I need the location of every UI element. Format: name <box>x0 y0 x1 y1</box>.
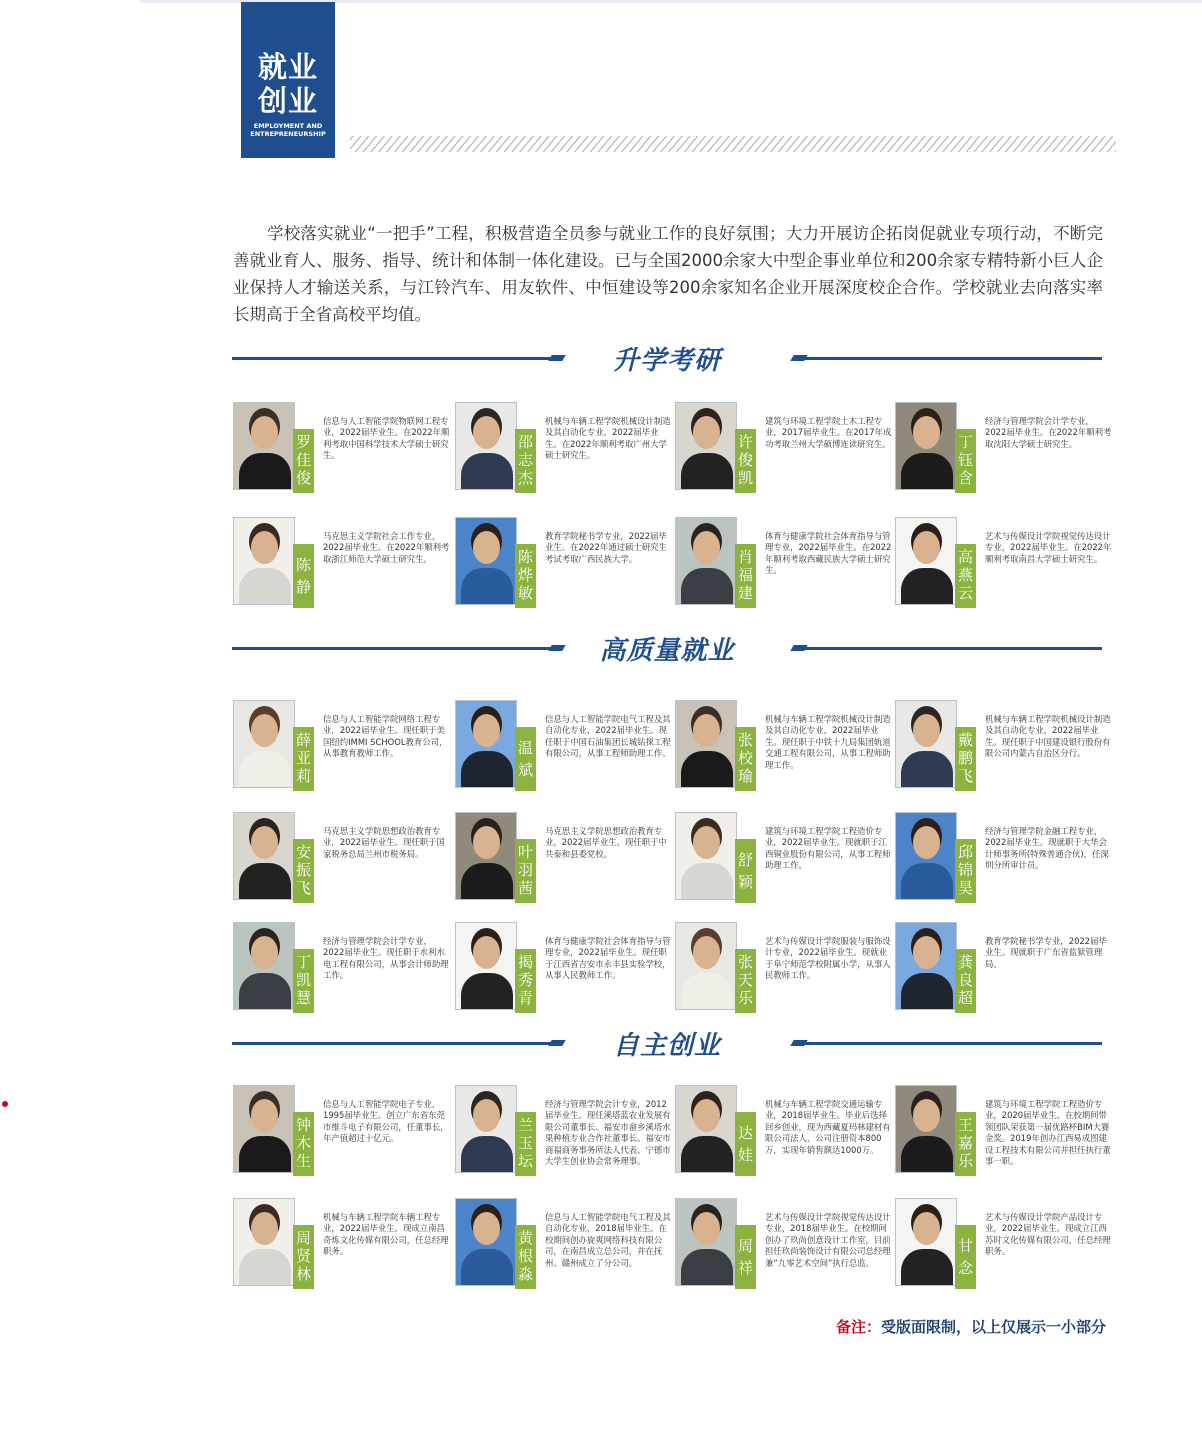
section-title-1 <box>232 340 1102 380</box>
photo-head <box>473 826 500 859</box>
name-char: 薛 <box>295 731 311 749</box>
profile-card <box>233 402 453 492</box>
hatch-divider <box>350 136 1116 152</box>
profile-description: 信息与人工智能学院物联网工程专业，2022届毕业生。在2022年顺利考取中国科学技术大学硕士研究生。 <box>323 416 450 461</box>
name-char: 周 <box>295 1229 311 1247</box>
photo-body <box>681 453 733 490</box>
portrait-photo <box>233 700 295 788</box>
photo-body <box>461 973 513 1010</box>
photo-head <box>693 936 720 969</box>
portrait-photo <box>895 700 957 788</box>
photo-head <box>473 714 500 747</box>
photo-body <box>901 1249 953 1286</box>
name-bar <box>735 1112 756 1176</box>
name-char: 嘉 <box>957 1134 973 1152</box>
profile-description: 机械与车辆工程学院机械设计制造及其自动化专业，2022届毕业生。现任职于中国建设银行股份有限公司内蒙古自治区分行。 <box>985 714 1111 759</box>
name-char: 贤 <box>295 1247 311 1265</box>
name-char: 温 <box>517 739 533 757</box>
name-char: 念 <box>957 1259 973 1277</box>
profile-description: 体育与健康学院社会体育指导与管理专业，2022届毕业生。在2022年顺利考取西藏民族大学硕士研究生。 <box>765 531 892 576</box>
profile-card <box>675 402 895 492</box>
photo-body <box>461 1249 513 1286</box>
photo-body <box>681 751 733 788</box>
portrait-photo <box>233 1085 295 1173</box>
profile-description: 建筑与环境工程学院土木工程专业，2017届毕业生。在2017年成功考取兰州大学硕博连读研究生。 <box>765 416 892 449</box>
photo-head <box>693 826 720 859</box>
section-title-text: 升学考研 <box>612 346 721 376</box>
portrait-photo <box>455 812 517 900</box>
portrait-photo <box>233 922 295 1010</box>
photo-body <box>239 1136 291 1173</box>
portrait-photo <box>455 517 517 605</box>
portrait-photo <box>455 402 517 490</box>
name-char: 肖 <box>737 548 753 566</box>
photo-head <box>693 416 720 449</box>
photo-body <box>901 453 953 490</box>
name-bar <box>735 949 756 1013</box>
section-title-2 <box>232 630 1102 670</box>
photo-head <box>693 1099 720 1132</box>
photo-body <box>901 863 953 900</box>
name-char: 坛 <box>517 1152 533 1170</box>
profile-description: 马克思主义学院思想政治教育专业，2022届毕业生。现任职于国家税务总局兰州市税务局。 <box>323 826 445 859</box>
name-char: 燕 <box>957 566 973 584</box>
name-char: 钰 <box>957 451 973 469</box>
name-char: 羽 <box>517 861 533 879</box>
profile-card <box>455 812 675 902</box>
photo-head <box>473 416 500 449</box>
photo-body <box>901 973 953 1010</box>
photo-head <box>693 714 720 747</box>
profile-description: 经济与管理学院会计学专业，2022届毕业生。现任职于水利水电工程有限公司，从事会计师助理工作。 <box>323 936 449 981</box>
name-char: 陈 <box>295 556 311 574</box>
photo-head <box>913 1099 940 1132</box>
name-char: 俊 <box>737 451 753 469</box>
name-char: 鹏 <box>957 749 973 767</box>
name-bar <box>515 839 536 903</box>
name-char: 杰 <box>517 469 533 487</box>
section-title-3 <box>232 1025 1102 1065</box>
profile-description: 机械与车辆工程学院机械设计制造及其自动化专业，2022届毕业生。在2022年顺利考取广州大学硕士研究生。 <box>545 416 671 461</box>
badge-subtitle <box>241 122 335 138</box>
name-char: 揭 <box>517 953 533 971</box>
profile-card <box>455 517 675 607</box>
name-bar <box>515 429 536 493</box>
name-char: 志 <box>517 451 533 469</box>
profile-description: 马克思主义学院社会工作专业，2022届毕业生。在2022年顺利考取浙江师范大学硕士研究生。 <box>323 531 450 564</box>
portrait-photo <box>675 1085 737 1173</box>
profile-card <box>675 812 895 902</box>
photo-head <box>251 1099 278 1132</box>
portrait-photo <box>233 402 295 490</box>
portrait-photo <box>233 517 295 605</box>
profile-card <box>675 1198 895 1288</box>
red-dot-marker <box>2 1101 8 1107</box>
name-char: 张 <box>737 731 753 749</box>
name-char: 俊 <box>295 469 311 487</box>
photo-head <box>913 826 940 859</box>
name-bar <box>515 1225 536 1289</box>
photo-body <box>239 1249 291 1286</box>
name-bar <box>735 839 756 903</box>
profile-card <box>675 700 895 790</box>
profile-card <box>675 922 895 1012</box>
photo-head <box>251 416 278 449</box>
name-char: 良 <box>957 971 973 989</box>
photo-body <box>461 453 513 490</box>
profile-description: 经济与管理学院金融工程专业，2022届毕业生。现就职于大华会计师事务所(特殊普通合伙)，任深圳分所审计员。 <box>985 826 1109 871</box>
photo-body <box>239 568 291 605</box>
name-char: 罗 <box>295 433 311 451</box>
badge-title-line1: 就业 <box>257 50 318 84</box>
photo-body <box>239 973 291 1010</box>
name-char: 林 <box>295 1265 311 1283</box>
photo-head <box>473 1099 500 1132</box>
photo-body <box>461 568 513 605</box>
name-char: 天 <box>737 971 753 989</box>
name-char: 叶 <box>517 843 533 861</box>
name-char: 丁 <box>295 953 311 971</box>
portrait-photo <box>675 1198 737 1286</box>
profile-card <box>455 402 675 492</box>
name-char: 玉 <box>517 1134 533 1152</box>
profile-description: 艺术与传媒设计学院产品设计专业，2022届毕业生。现成立江西苏时文化传媒有限公司，任总经理职务。 <box>985 1212 1111 1257</box>
portrait-photo <box>233 812 295 900</box>
photo-body <box>681 973 733 1010</box>
name-char: 根 <box>517 1247 533 1265</box>
name-char: 乐 <box>957 1152 973 1170</box>
profile-description: 教育学院秘书学专业，2022届毕业生。现就职于广东省监狱管理局。 <box>985 936 1107 969</box>
profile-description: 信息与人工智能学院网络工程专业，2022届毕业生。现任职于美国纽约IMMI SCHOOL教育公司，从事教育教师工作。 <box>323 714 448 759</box>
portrait-photo <box>455 1198 517 1286</box>
name-bar <box>293 1225 314 1289</box>
name-char: 颖 <box>737 873 753 891</box>
photo-head <box>473 936 500 969</box>
profile-description: 艺术与传媒设计学院视觉传达设计专业，2018届毕业生。在校期间创办了玖尚创意设计工作室，目前担任玖尚装饰设计有限公司总经理兼“九零艺术空间”执行总监。 <box>765 1212 891 1268</box>
name-bar <box>293 429 314 493</box>
name-char: 钟 <box>295 1116 311 1134</box>
profile-card <box>895 1198 1115 1288</box>
portrait-photo <box>455 922 517 1010</box>
photo-head <box>913 531 940 564</box>
name-char: 黄 <box>517 1229 533 1247</box>
name-char: 茜 <box>517 879 533 897</box>
name-bar <box>515 727 536 791</box>
profile-card <box>455 1198 675 1288</box>
name-char: 飞 <box>295 879 311 897</box>
profile-description: 机械与车辆工程学院交通运输专业，2018届毕业生。毕业后选择回乡创业，现为西藏夏玛林建材有限公司法人，公司注册资本800万，实现年销售额达1000万。 <box>765 1099 891 1155</box>
profile-description: 教育学院秘书学专业，2022届毕业生。在2022年通过硕士研究生考试考取广西民族大学。 <box>545 531 667 564</box>
name-char: 达 <box>737 1124 753 1142</box>
name-char: 邱 <box>957 843 973 861</box>
name-bar <box>735 727 756 791</box>
photo-body <box>239 751 291 788</box>
name-char: 龚 <box>957 953 973 971</box>
photo-head <box>473 1212 500 1245</box>
portrait-photo <box>895 402 957 490</box>
photo-head <box>251 826 278 859</box>
profile-description: 经济与管理学院会计学专业，2022届毕业生。在2022年顺利考取沈阳大学硕士研究生。 <box>985 416 1112 449</box>
photo-head <box>913 714 940 747</box>
portrait-photo <box>233 1198 295 1286</box>
photo-body <box>461 863 513 900</box>
portrait-photo <box>895 1198 957 1286</box>
profile-card <box>455 1085 675 1175</box>
portrait-photo <box>675 517 737 605</box>
name-char: 安 <box>295 843 311 861</box>
name-char: 福 <box>737 566 753 584</box>
photo-body <box>461 1136 513 1173</box>
photo-head <box>251 531 278 564</box>
name-char: 陈 <box>517 548 533 566</box>
portrait-photo <box>455 1085 517 1173</box>
name-bar <box>955 1225 976 1289</box>
name-char: 祥 <box>737 1259 753 1277</box>
name-char: 凯 <box>295 971 311 989</box>
profile-description: 建筑与环境工程学院工程造价专业，2020届毕业生。在校期间带领团队荣获第一届优路杯BIM大赛金奖。2019年创办江西易成图建设工程技术有限公司并担任执行董事一职。 <box>985 1099 1111 1167</box>
portrait-photo <box>675 402 737 490</box>
name-bar <box>955 727 976 791</box>
name-char: 邵 <box>517 433 533 451</box>
name-char: 凯 <box>737 469 753 487</box>
profile-description: 体育与健康学院社会体育指导与管理专业，2022届毕业生。现任职于江西省吉安市永丰县实验学校，从事人民教师工作。 <box>545 936 671 981</box>
section-title-text: 自主创业 <box>612 1031 721 1061</box>
photo-head <box>251 714 278 747</box>
footnote <box>836 1316 1106 1337</box>
photo-head <box>693 531 720 564</box>
photo-body <box>681 863 733 900</box>
name-char: 慧 <box>295 989 311 1007</box>
profile-card <box>233 700 453 790</box>
name-char: 静 <box>295 578 311 596</box>
photo-body <box>901 1136 953 1173</box>
photo-head <box>693 1212 720 1245</box>
profile-description: 经济与管理学院会计专业，2012届毕业生。现任溪塔蓝农业发展有限公司董事长、福安市畲乡溪塔水果种植专业合作社董事长、福安市商福商务事务所法人代表、宁德市大学生创业协会常务理事。 <box>545 1099 671 1167</box>
profile-card <box>895 1085 1115 1175</box>
profile-card <box>895 402 1115 492</box>
profile-description: 建筑与环境工程学院工程造价专业，2022届毕业生。现就职于江西铜业股份有限公司，从事工程师助理工作。 <box>765 826 891 871</box>
profile-card <box>455 922 675 1012</box>
name-char: 乐 <box>737 989 753 1007</box>
name-bar <box>293 727 314 791</box>
name-char: 超 <box>957 989 973 1007</box>
profile-description: 马克思主义学院思想政治教育专业，2022届毕业生。现任职于中共泰和县委党校。 <box>545 826 667 859</box>
name-bar <box>955 1112 976 1176</box>
name-char: 振 <box>295 861 311 879</box>
name-char: 木 <box>295 1134 311 1152</box>
photo-body <box>239 453 291 490</box>
footnote-label: 备注： <box>835 1318 881 1336</box>
profile-description: 信息与人工智能学院电气工程及其自动化专业，2018届毕业生。在校期间创办旋爽网络科技有限公司，在南昌成立总公司，并在抚州、赣州成立了分公司。 <box>545 1212 671 1268</box>
name-bar <box>955 429 976 493</box>
name-char: 甘 <box>957 1237 973 1255</box>
photo-head <box>473 531 500 564</box>
name-char: 娃 <box>737 1146 753 1164</box>
name-char: 佳 <box>295 451 311 469</box>
name-bar <box>955 839 976 903</box>
profile-description: 信息与人工智能学院电子专业，1995届毕业生。创立广东省东莞市维斗电子有限公司，任董事长，年产值超过十亿元。 <box>323 1099 449 1144</box>
profile-card <box>233 1085 453 1175</box>
name-char: 戴 <box>957 731 973 749</box>
name-char: 王 <box>957 1116 973 1134</box>
portrait-photo <box>675 700 737 788</box>
photo-head <box>913 416 940 449</box>
profile-description: 信息与人工智能学院电气工程及其自动化专业，2022届毕业生。现任职于中国石油集团长城钻探工程有限公司，从事工程师助理工作。 <box>545 714 671 759</box>
profile-card <box>233 812 453 902</box>
profile-card <box>233 922 453 1012</box>
photo-head <box>913 936 940 969</box>
profile-card <box>455 700 675 790</box>
photo-head <box>251 936 278 969</box>
section-title-text: 高质量就业 <box>599 636 735 666</box>
photo-body <box>681 1249 733 1286</box>
name-bar <box>735 429 756 493</box>
name-char: 含 <box>957 469 973 487</box>
footnote-text: 受版面限制，以上仅展示一小部分 <box>880 1318 1106 1336</box>
name-bar <box>293 839 314 903</box>
portrait-photo <box>675 812 737 900</box>
profile-card <box>895 812 1115 902</box>
name-bar <box>515 949 536 1013</box>
name-bar <box>293 1112 314 1176</box>
portrait-photo <box>895 517 957 605</box>
profile-description: 艺术与传媒设计学院服装与服饰设计专业，2022届毕业生。现就业于阜宁师范学校附属小学，从事人民教师工作。 <box>765 936 891 981</box>
name-bar <box>293 949 314 1013</box>
profile-card <box>675 517 895 607</box>
profile-description: 机械与车辆工程学院车辆工程专业，2022届毕业生。现成立南昌奇炼文化传媒有限公司，任总经理职务。 <box>323 1212 449 1257</box>
name-char: 斌 <box>517 761 533 779</box>
portrait-photo <box>895 922 957 1010</box>
name-char: 昊 <box>957 879 973 897</box>
profile-card <box>895 700 1115 790</box>
name-char: 张 <box>737 953 753 971</box>
name-bar <box>515 544 536 608</box>
name-char: 飞 <box>957 767 973 785</box>
name-bar <box>735 1225 756 1289</box>
name-char: 瑜 <box>737 767 753 785</box>
name-char: 秀 <box>517 971 533 989</box>
badge-subtitle-line2: ENTREPRENEURSHIP <box>250 130 326 138</box>
portrait-photo <box>895 1085 957 1173</box>
name-char: 云 <box>957 584 973 602</box>
profile-card <box>895 517 1115 607</box>
badge-title-line2: 创业 <box>257 84 318 118</box>
photo-body <box>681 568 733 605</box>
name-char: 校 <box>737 749 753 767</box>
name-char: 周 <box>737 1237 753 1255</box>
photo-body <box>461 751 513 788</box>
photo-body <box>901 751 953 788</box>
photo-body <box>901 568 953 605</box>
profile-card <box>233 1198 453 1288</box>
profile-description: 艺术与传媒设计学院视觉传达设计专业，2022届毕业生。在2022年顺利考取南昌大学硕士研究生。 <box>985 531 1112 564</box>
name-bar <box>293 544 314 608</box>
name-char: 建 <box>737 584 753 602</box>
profile-card <box>675 1085 895 1175</box>
photo-body <box>681 1136 733 1173</box>
name-bar <box>955 544 976 608</box>
name-char: 生 <box>295 1152 311 1170</box>
name-bar <box>515 1112 536 1176</box>
photo-head <box>251 1212 278 1245</box>
badge-subtitle-line1: EMPLOYMENT AND <box>253 122 323 130</box>
name-char: 莉 <box>295 767 311 785</box>
name-char: 烨 <box>517 566 533 584</box>
portrait-photo <box>455 700 517 788</box>
intro-paragraph: 学校落实就业“一把手”工程，积极营造全员参与就业工作的良好氛围；大力开展访企拓岗促就业专项行动，不断完善就业育人、服务、指导、统计和体制一体化建设。已与全国2000余家大中型企事业单位和200余家专精特新小巨人企业保持人才输送关系，与江铃汽车、用友软件、中恒建设等200余家知名企业开展深度校企合作。学校就业去向落实率长期高于全省高校平均值。 <box>233 224 1103 324</box>
portrait-photo <box>895 812 957 900</box>
name-char: 兰 <box>517 1116 533 1134</box>
profile-card <box>895 922 1115 1012</box>
name-char: 高 <box>957 548 973 566</box>
name-char: 亚 <box>295 749 311 767</box>
name-char: 许 <box>737 433 753 451</box>
name-char: 丁 <box>957 433 973 451</box>
section-badge <box>241 2 335 158</box>
profile-description: 机械与车辆工程学院机械设计制造及其自动化专业，2022届毕业生。现任职于中铁十九局集团轨道交通工程有限公司，从事工程师助理工作。 <box>765 714 891 770</box>
name-char: 淼 <box>517 1265 533 1283</box>
photo-body <box>239 863 291 900</box>
photo-head <box>913 1212 940 1245</box>
name-bar <box>735 544 756 608</box>
portrait-photo <box>675 922 737 1010</box>
name-bar <box>955 949 976 1013</box>
profile-card <box>233 517 453 607</box>
name-char: 青 <box>517 989 533 1007</box>
name-char: 锦 <box>957 861 973 879</box>
name-char: 舒 <box>737 851 753 869</box>
name-char: 敏 <box>517 584 533 602</box>
